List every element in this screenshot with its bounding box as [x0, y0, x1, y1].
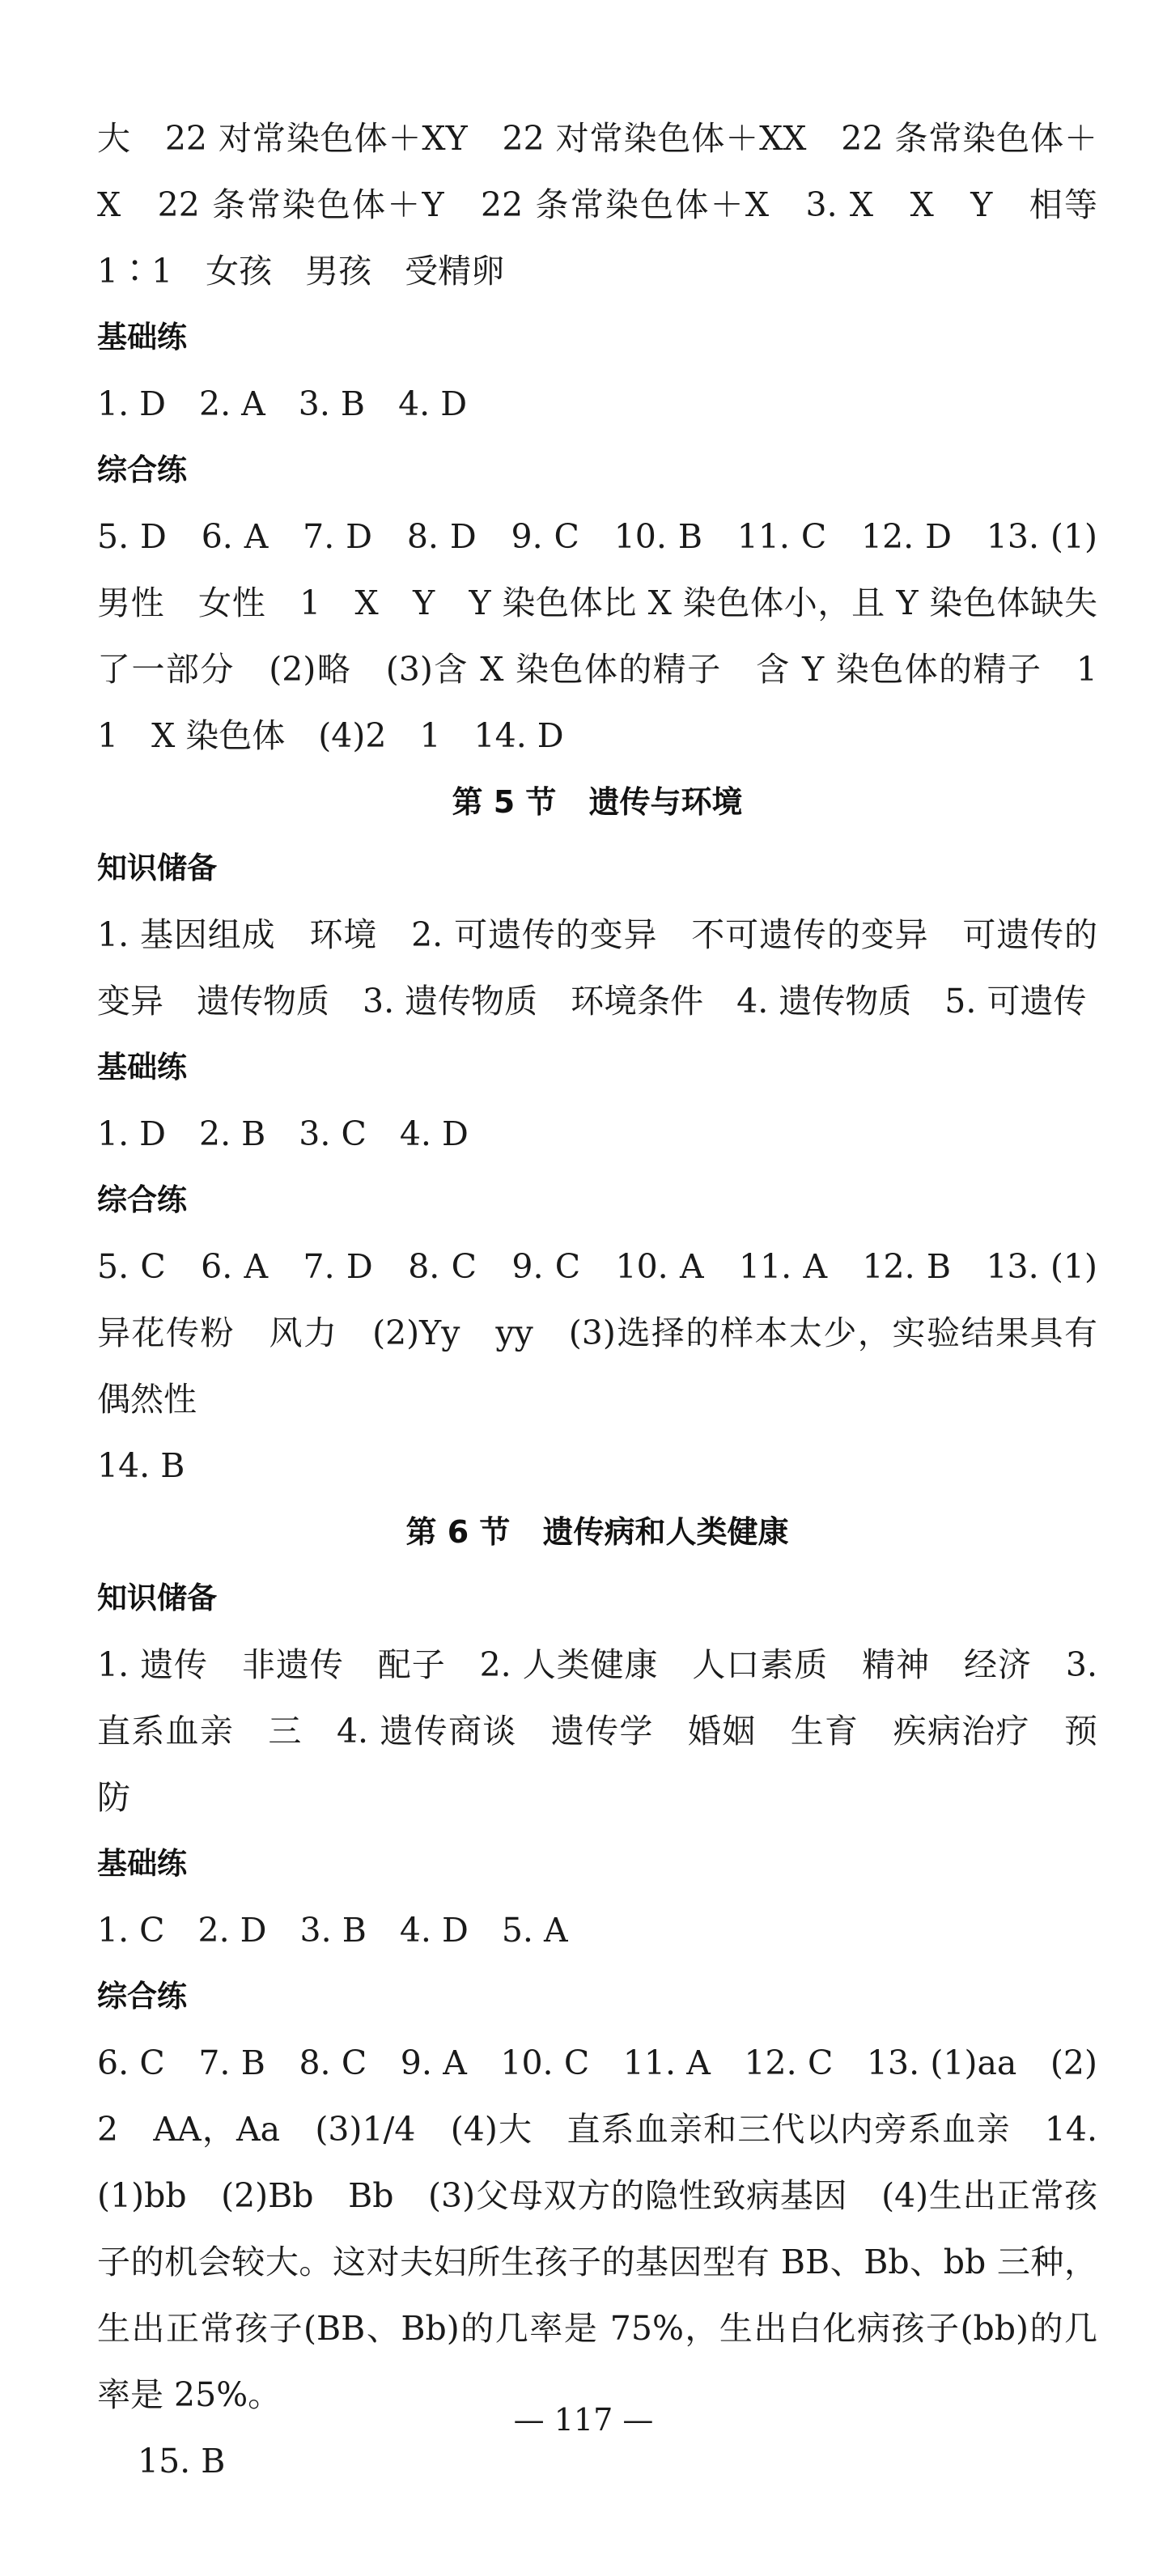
section-6-number: 第 6 节: [405, 1514, 511, 1550]
comprehensive-practice-answers: 5. D 6. A 7. D 8. D 9. C 10. B 11. C 12. D 13. (1)男性 女性 1 X Y Y 染色体比 X 染色体小，且 Y 染色体缺失了一部分 (2)略 (3)含 X 染色体的精子 含 Y 染色体的精子 1 1 X 染色体 (4)2 1 14. D: [97, 517, 1131, 755]
section-6-heading: [97, 1499, 1097, 1565]
knowledge-answers: 1. 遗传 非遗传 配子 2. 人类健康 人口素质 精神 经济 3. 直系血亲 三 4. 遗传商谈 遗传学 婚姻 生育 疾病治疗 预防: [97, 1645, 1097, 1817]
basic-practice-heading: 基础练: [97, 1050, 187, 1084]
basic-practice-heading: 基础练: [97, 1846, 187, 1881]
basic-practice-heading: 基础练: [97, 320, 187, 354]
extra-answer: 14. B: [97, 1446, 185, 1485]
comprehensive-practice-heading: 综合练: [97, 1979, 187, 2014]
comprehensive-practice-heading: 综合练: [97, 1182, 187, 1217]
extra-answer: 15. B: [138, 2442, 226, 2481]
knowledge-heading: 知识储备: [97, 851, 217, 885]
comprehensive-practice-heading: 综合练: [97, 452, 187, 487]
section-5-title: 遗传与环境: [588, 784, 743, 820]
comprehensive-practice-answers: 6. C 7. B 8. C 9. A 10. C 11. A 12. C 13. (1)aa (2)2 AA，Aa (3)1/4 (4)大 直系血亲和三代以内旁系血亲 14. (1)bb (2)Bb Bb (3)父母双方的隐性致病基因 (4)生出正常孩子的机会较大。这对夫妇所生孩子的基因型有 BB、Bb、bb 三种，生出正常孩子(BB、Bb)的几率是 75%，生出白化病孩子(bb)的几率是 25%。: [97, 2043, 1097, 2414]
basic-practice-answers: 1. D 2. A 3. B 4. D: [97, 384, 468, 423]
knowledge-heading: 知识储备: [97, 1581, 217, 1615]
basic-practice-answers: 1. C 2. D 3. B 4. D 5. A: [97, 1911, 568, 1950]
section-5-heading: [97, 769, 1097, 835]
section-5-number: 第 5 节: [452, 784, 557, 820]
section-6-title: 遗传病和人类健康: [542, 1514, 789, 1550]
comprehensive-practice-answers: 5. C 6. A 7. D 8. C 9. C 10. A 11. A 12. B 13. (1)异花传粉 风力 (2)Yy yy (3)选择的样本太少，实验结果具有偶然性: [97, 1247, 1097, 1419]
page-number: — 117 —: [513, 2402, 654, 2438]
basic-practice-answers: 1. D 2. B 3. C 4. D: [97, 1114, 469, 1153]
continuation-text: 大 22 对常染色体＋XY 22 对常染色体＋XX 22 条常染色体＋X 22 条常染色体＋Y 22 条常染色体＋X 3. X X Y 相等 1∶1 女孩 男孩 受精卵: [97, 119, 1131, 291]
knowledge-answers: 1. 基因组成 环境 2. 可遗传的变异 不可遗传的变异 可遗传的变异 遗传物质 3. 遗传物质 环境条件 4. 遗传物质 5. 可遗传: [97, 915, 1097, 1021]
